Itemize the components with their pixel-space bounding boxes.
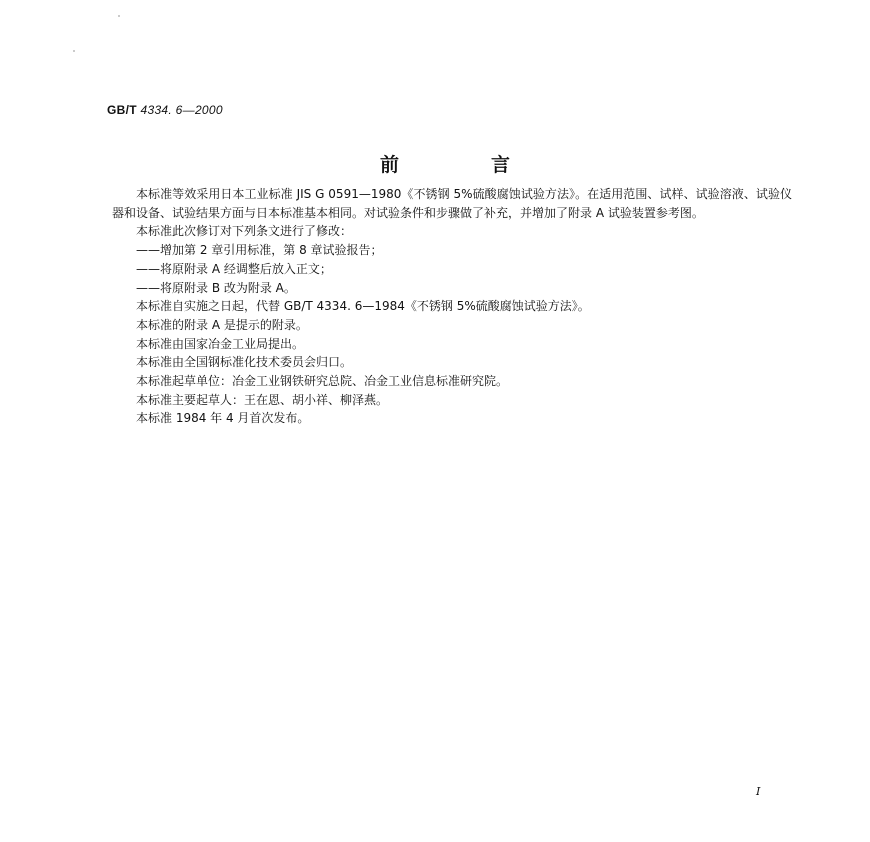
title-char-1: 前 xyxy=(380,154,400,176)
title-char-2: 言 xyxy=(490,154,510,176)
paragraph-first-issue: 本标准 1984 年 4 月首次发布。 xyxy=(136,411,310,426)
paragraph-replaces: 本标准自实施之日起，代替 GB/T 4334. 6—1984《不锈钢 5%硫酸腐蚀试验方法》。 xyxy=(136,299,590,314)
paragraph-appendix: 本标准的附录 A 是提示的附录。 xyxy=(136,317,308,332)
paragraph-adoption: 本标准等效采用日本工业标准 JIS G 0591—1980《不锈钢 5%硫酸腐蚀试验方法》。在适用范围、试样、试验溶液、试验仪器和设备、试验结果方面与日本标准基本相同。对试验条件和步骤做了补充，并增加了附录 A 试验装置参考图。 xyxy=(112,187,792,220)
change-item: ——将原附录 A 经调整后放入正文； xyxy=(136,261,332,276)
paragraph-administered-by: 本标准由全国钢标准化技术委员会归口。 xyxy=(136,355,353,370)
paragraph-drafting-units: 本标准起草单位：冶金工业钢铁研究总院、冶金工业信息标准研究院。 xyxy=(136,374,509,389)
page-number: I xyxy=(756,785,761,798)
change-item: ——增加第 2 章引用标准，第 8 章试验报告； xyxy=(136,243,383,258)
scan-speck xyxy=(73,50,75,52)
scan-speck xyxy=(118,15,120,17)
page-title xyxy=(380,150,510,177)
foreword-body xyxy=(112,185,792,428)
change-item: ——将原附录 B 改为附录 A。 xyxy=(136,280,296,295)
paragraph-revision-intro: 本标准此次修订对下列条文进行了修改： xyxy=(136,224,353,239)
paragraph-proposed-by: 本标准由国家冶金工业局提出。 xyxy=(136,336,305,351)
standard-code xyxy=(107,103,223,117)
standard-prefix: GB/T xyxy=(107,103,137,117)
standard-number: 4334. 6—2000 xyxy=(140,103,223,117)
paragraph-drafters: 本标准主要起草人：王在恩、胡小祥、柳泽燕。 xyxy=(136,392,389,407)
